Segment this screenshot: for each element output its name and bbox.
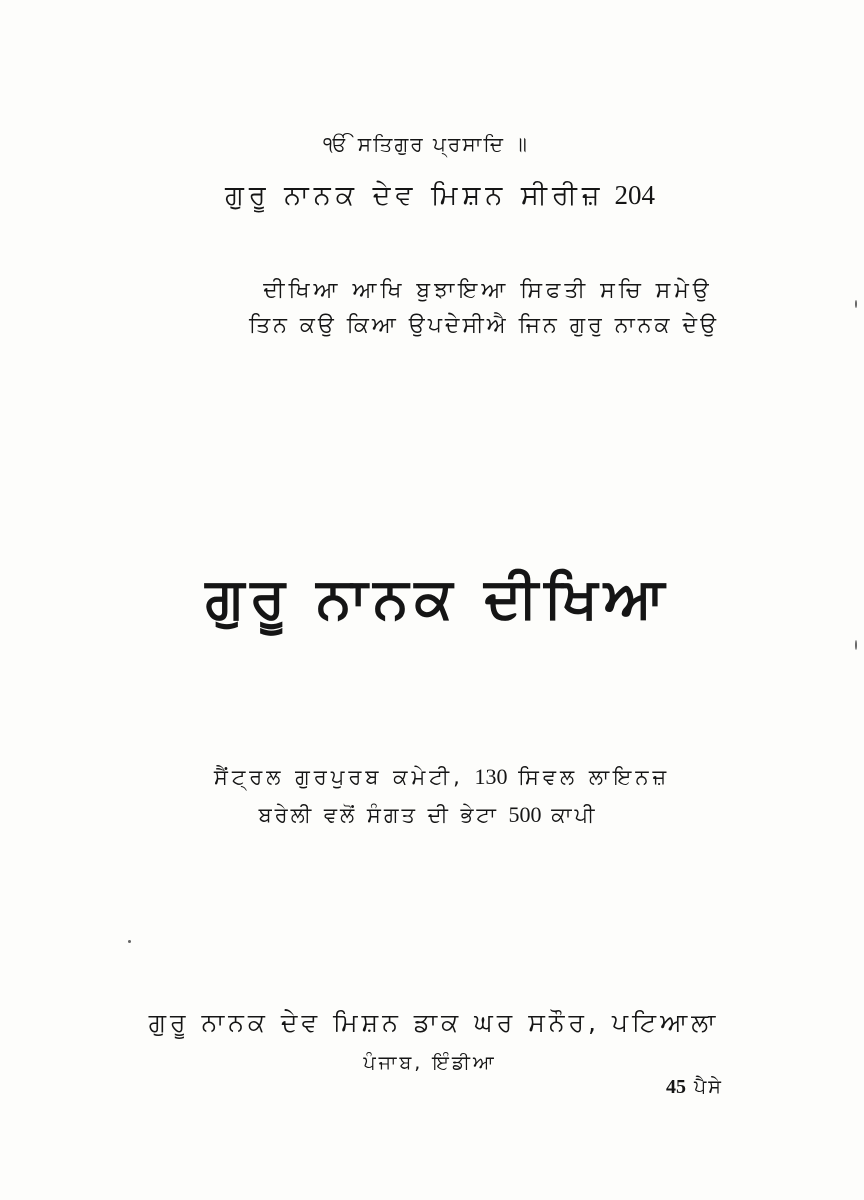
address-street: ਸਿਵਲ ਲਾਇਨਜ਼ <box>518 765 671 789</box>
price-amount: 45 <box>666 1076 686 1098</box>
committee-name: ਸੈਂਟ੍ਰਲ ਗੁਰਪੁਰਬ ਕਮੇਟੀ, <box>213 765 464 789</box>
scan-speck <box>855 300 857 308</box>
publisher-line: ਗੁਰੂ ਨਾਨਕ ਦੇਵ ਮਿਸ਼ਨ ਡਾਕ ਘਰ ਸਨੌਰ, ਪਟਿਆਲਾ <box>148 1008 720 1037</box>
series-number: 204 <box>614 180 655 210</box>
price-unit: ਪੈਸੇ <box>694 1076 723 1098</box>
dedication-text: ਬਰੇਲੀ ਵਲੋਂ ਸੰਗਤ ਦੀ ਭੇਟਾ <box>258 803 499 827</box>
place-line: ਪੰਜਾਬ, ਇੰਡੀਆ <box>363 1052 497 1074</box>
invocation-line: ੴ ਸਤਿਗੁਰ ਪ੍ਰਸਾਦਿ ॥ <box>323 132 529 156</box>
verse-line-1: ਦੀਖਿਆ ਆਖਿ ਬੁਝਾਇਆ ਸਿਫਤੀ ਸਚਿ ਸਮੇਉ <box>263 278 713 303</box>
scan-speck <box>855 640 857 650</box>
scan-speck <box>128 940 131 943</box>
series-title: ਗੁਰੂ ਨਾਨਕ ਦੇਵ ਮਿਸ਼ਨ ਸੀਰੀਜ਼ <box>225 180 605 211</box>
publication-line-1 <box>10 764 864 790</box>
copy-count: 500 <box>508 802 542 827</box>
verse-line-2: ਤਿਨ ਕਉ ਕਿਆ ਉਪਦੇਸੀਐ ਜਿਨ ਗੁਰੁ ਨਾਨਕ ਦੇਉ <box>248 313 719 338</box>
publication-line-2 <box>0 802 860 828</box>
price-label <box>666 1076 723 1099</box>
series-line <box>8 180 864 212</box>
copy-label: ਕਾਪੀ <box>551 803 598 827</box>
main-title: ਗੁਰੂ ਨਾਨਕ ਦੀਖਿਆ <box>205 566 671 631</box>
address-number: 130 <box>474 764 508 789</box>
